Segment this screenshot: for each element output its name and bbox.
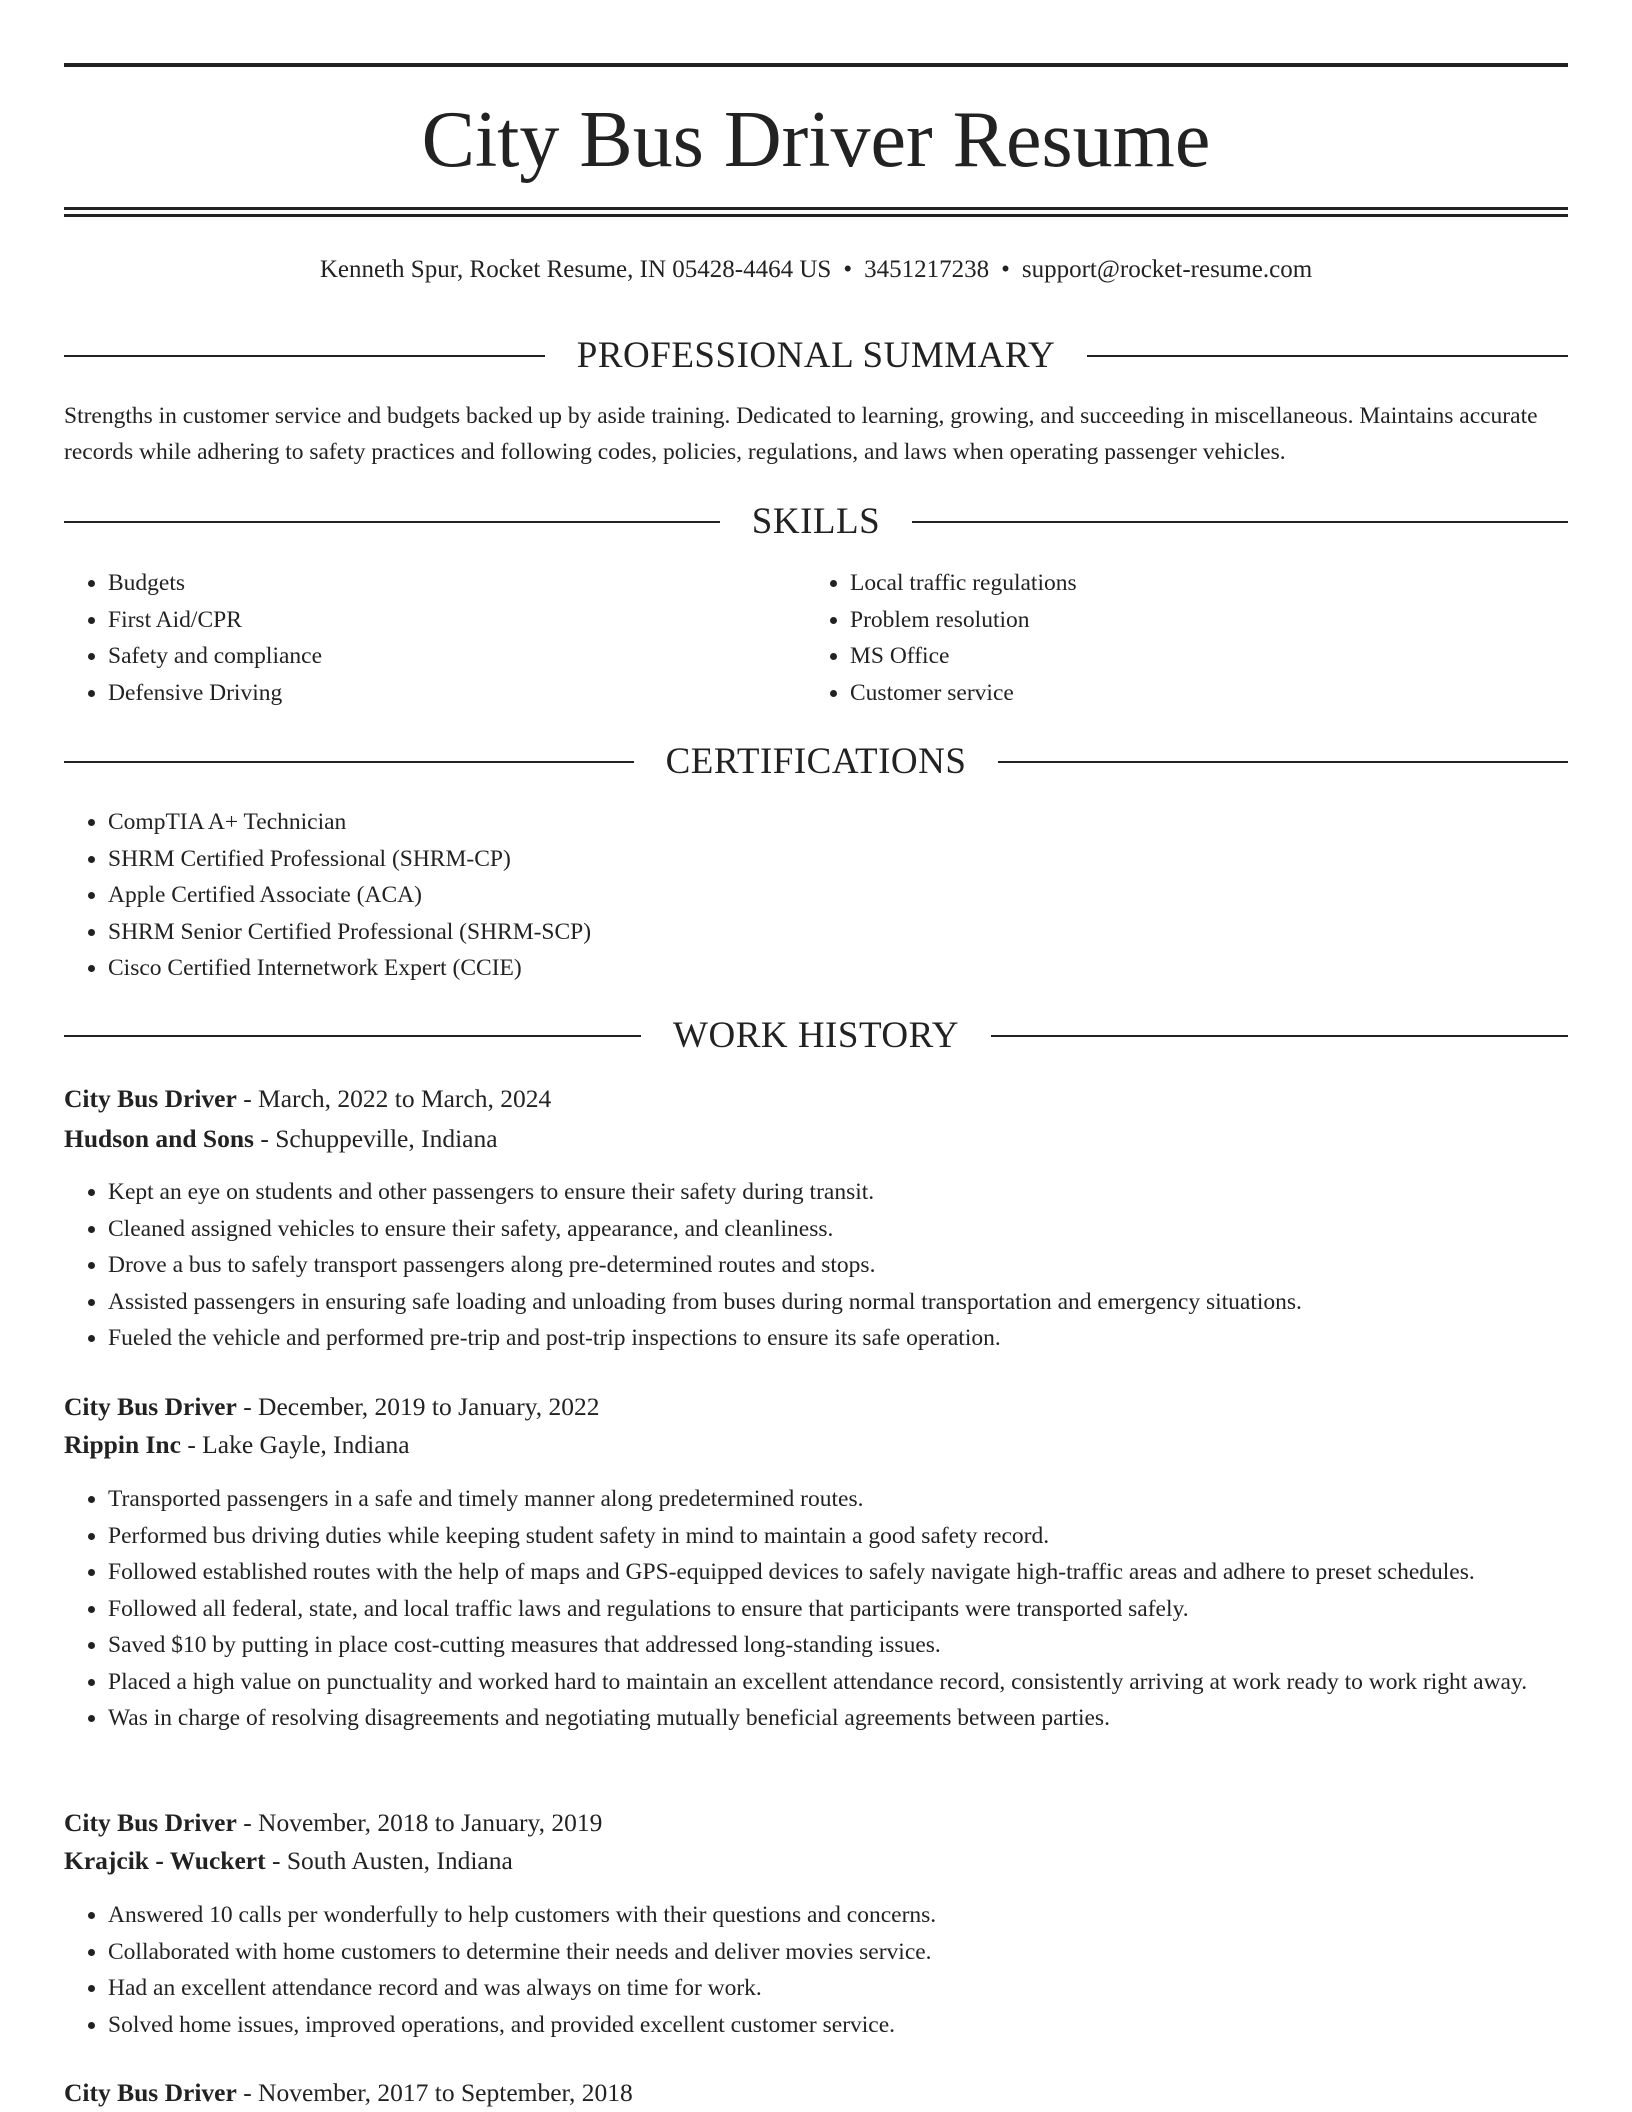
job-duty-item: • Cleaned assigned vehicles to ensure their safety, appearance, and cleanliness.: [108, 1211, 1612, 1248]
skills-list-right: [806, 565, 1550, 711]
summary-section-heading: [64, 334, 1568, 378]
certification-item: • Cisco Certified Internetwork Expert (CCIE): [108, 950, 1612, 987]
top-rule: [64, 63, 1568, 67]
job-title-line: [64, 1389, 600, 1425]
certifications-heading-label: CERTIFICATIONS: [665, 741, 967, 782]
job-duty-item: • Saved $10 by putting in place cost-cutting measures that addressed long-standing issues.: [108, 1627, 1612, 1664]
job-duty-item: • Solved home issues, improved operations, and provided excellent customer service.: [108, 2007, 1612, 2044]
job-location: - South Austen, Indiana: [265, 1846, 513, 1875]
skill-item: • First Aid/CPR: [108, 602, 808, 639]
certification-item: • Apple Certified Associate (ACA): [108, 877, 1612, 914]
job-company-line: [64, 1121, 498, 1157]
job-duty-item: • Placed a high value on punctuality and worked hard to maintain an excellent attendance record, consistently arriving at work ready to work right away.: [108, 1664, 1612, 1701]
skill-item: • MS Office: [850, 638, 1550, 675]
job-company: Hudson and Sons: [64, 1124, 254, 1153]
skill-item: • Defensive Driving: [108, 675, 808, 712]
heading-rule: [912, 521, 1568, 523]
job-duties-list: [64, 1174, 1612, 1357]
job-duties-list: [64, 1481, 1612, 1737]
certifications-list: [64, 804, 1612, 987]
job-duty-item: • Kept an eye on students and other passengers to ensure their safety during transit.: [108, 1174, 1612, 1211]
heading-rule: [991, 1035, 1568, 1037]
skill-item: • Safety and compliance: [108, 638, 808, 675]
certification-item: • CompTIA A+ Technician: [108, 804, 1612, 841]
job-location: - Lake Gayle, Indiana: [180, 1430, 410, 1459]
job-title: City Bus Driver: [64, 2078, 237, 2107]
skills-section-heading: [64, 500, 1568, 544]
job-dates: - November, 2017 to September, 2018: [236, 2078, 633, 2107]
page-title: City Bus Driver Resume: [421, 96, 1211, 184]
job-duty-item: • Followed established routes with the help of maps and GPS-equipped devices to safely navigate high-traffic areas and adhere to preset schedules.: [108, 1554, 1612, 1591]
job-duty-item: • Answered 10 calls per wonderfully to help customers with their questions and concerns.: [108, 1897, 1612, 1934]
skill-item: • Local traffic regulations: [850, 565, 1550, 602]
contact-separator: •: [1001, 256, 1010, 283]
job-duty-item: • Drove a bus to safely transport passengers along pre-determined routes and stops.: [108, 1247, 1612, 1284]
job-title-line: [64, 2075, 633, 2111]
heading-rule: [998, 761, 1568, 763]
job-duty-item: • Assisted passengers in ensuring safe loading and unloading from buses during normal transportation and emergency situations.: [108, 1284, 1612, 1321]
job-company: Rippin Inc: [64, 1430, 181, 1459]
job-company: Krajcik - Wuckert: [64, 1846, 266, 1875]
job-duty-item: • Transported passengers in a safe and timely manner along predetermined routes.: [108, 1481, 1612, 1518]
summary-heading-label: PROFESSIONAL SUMMARY: [576, 335, 1056, 376]
job-duty-item: • Had an excellent attendance record and was always on time for work.: [108, 1970, 1612, 2007]
job-title-line: [64, 1081, 551, 1117]
contact-address: Kenneth Spur, Rocket Resume, IN 05428-4464 US: [319, 256, 832, 283]
heading-rule: [1087, 355, 1568, 357]
skill-item: • Budgets: [108, 565, 808, 602]
job-location: - Schuppeville, Indiana: [253, 1124, 498, 1153]
certification-item: • SHRM Certified Professional (SHRM-CP): [108, 841, 1612, 878]
job-title-line: [64, 1805, 602, 1841]
certification-item: • SHRM Senior Certified Professional (SHRM-SCP): [108, 914, 1612, 951]
skill-item: • Customer service: [850, 675, 1550, 712]
heading-rule: [64, 761, 634, 763]
heading-rule: [64, 355, 545, 357]
work-heading-label: WORK HISTORY: [673, 1015, 959, 1056]
skills-list-left: [64, 565, 808, 711]
work-section-heading: [64, 1014, 1568, 1058]
job-title: City Bus Driver: [64, 1808, 237, 1837]
job-dates: - December, 2019 to January, 2022: [236, 1392, 600, 1421]
skills-heading-label: SKILLS: [751, 501, 881, 542]
job-dates: - March, 2022 to March, 2024: [236, 1084, 552, 1113]
job-title: City Bus Driver: [64, 1084, 237, 1113]
contact-line: [64, 252, 1568, 288]
job-duty-item: • Performed bus driving duties while keeping student safety in mind to maintain a good safety record.: [108, 1518, 1612, 1555]
job-duty-item: • Fueled the vehicle and performed pre-trip and post-trip inspections to ensure its safe operation.: [108, 1320, 1612, 1357]
job-duty-item: • Was in charge of resolving disagreements and negotiating mutually beneficial agreements between parties.: [108, 1700, 1612, 1737]
job-duties-list: [64, 1897, 1612, 2043]
job-company-line: [64, 1843, 513, 1879]
contact-email: support@rocket-resume.com: [1021, 256, 1313, 283]
heading-rule: [64, 521, 720, 523]
contact-phone: 3451217238: [864, 256, 990, 283]
certifications-section-heading: [64, 740, 1568, 784]
skill-item: • Problem resolution: [850, 602, 1550, 639]
title-double-rule: [64, 207, 1568, 217]
job-company-line: [64, 1427, 410, 1463]
contact-separator: •: [843, 256, 853, 283]
job-duty-item: • Followed all federal, state, and local traffic laws and regulations to ensure that participants were transported safely.: [108, 1591, 1612, 1628]
job-duty-item: • Collaborated with home customers to determine their needs and deliver movies service.: [108, 1934, 1612, 1971]
heading-rule: [64, 1035, 641, 1037]
summary-text: Strengths in customer service and budgets backed up by aside training. Dedicated to learning, growing, and succeeding in miscellaneous. Maintains accurate records while adhering to safety practices and following codes, policies, regulations, and laws when operating passenger vehicles.: [64, 403, 1538, 465]
job-dates: - November, 2018 to January, 2019: [236, 1808, 603, 1837]
job-title: City Bus Driver: [64, 1392, 237, 1421]
